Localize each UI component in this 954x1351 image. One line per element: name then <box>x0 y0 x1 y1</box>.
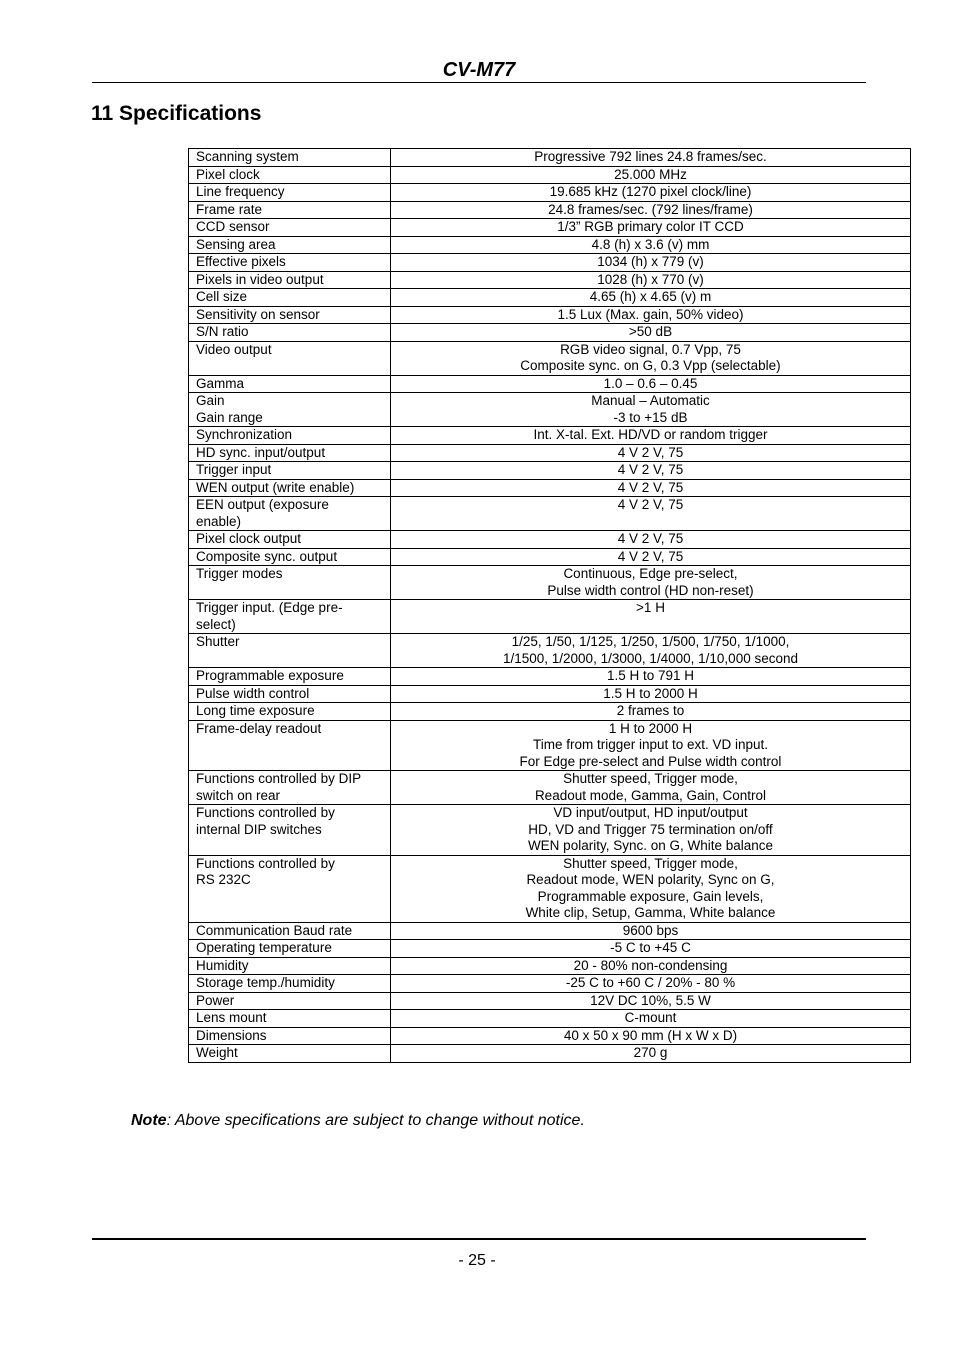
spec-row <box>189 444 911 462</box>
page-header <box>92 54 866 83</box>
spec-row <box>189 427 911 445</box>
spec-value: 19.685 kHz (1270 pixel clock/line) <box>391 184 911 202</box>
spec-parameter: Functions controlled by internal DIP switches <box>189 805 391 856</box>
spec-row <box>189 375 911 393</box>
spec-value: 4 V 2 V, 75 <box>391 497 911 531</box>
section-title: 11 Specifications <box>91 102 262 125</box>
spec-value: 4.8 (h) x 3.6 (v) mm <box>391 236 911 254</box>
spec-value: >50 dB <box>391 324 911 342</box>
spec-value: 1/25, 1/50, 1/125, 1/250, 1/500, 1/750, 1/1000, 1/1500, 1/2000, 1/3000, 1/4000, 1/10,000 second <box>391 634 911 668</box>
spec-row <box>189 1027 911 1045</box>
spec-parameter: Weight <box>189 1045 391 1063</box>
spec-parameter: Pixel clock output <box>189 531 391 549</box>
note-text: : Above specifications are subject to change without notice. <box>166 1112 585 1129</box>
spec-parameter: Storage temp./humidity <box>189 975 391 993</box>
spec-row <box>189 219 911 237</box>
spec-parameter: HD sync. input/output <box>189 444 391 462</box>
spec-row <box>189 771 911 805</box>
spec-row <box>189 254 911 272</box>
spec-value: 4 V 2 V, 75 <box>391 444 911 462</box>
spec-parameter: Functions controlled by DIP switch on rear <box>189 771 391 805</box>
spec-row <box>189 324 911 342</box>
spec-value: 4 V 2 V, 75 <box>391 462 911 480</box>
spec-row <box>189 289 911 307</box>
spec-parameter: Sensitivity on sensor <box>189 306 391 324</box>
spec-parameter: Effective pixels <box>189 254 391 272</box>
spec-value: Progressive 792 lines 24.8 frames/sec. <box>391 149 911 167</box>
spec-value: C-mount <box>391 1010 911 1028</box>
spec-parameter: Lens mount <box>189 1010 391 1028</box>
spec-value: 1.0 – 0.6 – 0.45 <box>391 375 911 393</box>
spec-parameter: WEN output (write enable) <box>189 479 391 497</box>
spec-value: -5 C to +45 C <box>391 940 911 958</box>
spec-row <box>189 855 911 922</box>
spec-value: 270 g <box>391 1045 911 1063</box>
spec-parameter: EEN output (exposure enable) <box>189 497 391 531</box>
spec-row <box>189 720 911 771</box>
spec-row <box>189 1010 911 1028</box>
spec-value: 25.000 MHz <box>391 166 911 184</box>
spec-row <box>189 1045 911 1063</box>
spec-row <box>189 703 911 721</box>
spec-parameter: Synchronization <box>189 427 391 445</box>
spec-row <box>189 566 911 600</box>
spec-parameter: Functions controlled by RS 232C <box>189 855 391 922</box>
spec-value: Int. X-tal. Ext. HD/VD or random trigger <box>391 427 911 445</box>
spec-parameter: Trigger input. (Edge pre- select) <box>189 600 391 634</box>
spec-row <box>189 975 911 993</box>
spec-parameter: Cell size <box>189 289 391 307</box>
spec-value: 2 frames to <box>391 703 911 721</box>
spec-row <box>189 497 911 531</box>
spec-row <box>189 462 911 480</box>
spec-value: 1 H to 2000 H Time from trigger input to ext. VD input. For Edge pre-select and Pulse width control <box>391 720 911 771</box>
specifications-table-body <box>189 149 911 1063</box>
spec-parameter: Gain Gain range <box>189 393 391 427</box>
spec-value: VD input/output, HD input/output HD, VD and Trigger 75 termination on/off WEN polarity, Sync. on G, White balance <box>391 805 911 856</box>
spec-row <box>189 957 911 975</box>
spec-parameter: Pulse width control <box>189 685 391 703</box>
note-label: Note <box>131 1112 167 1129</box>
spec-value: RGB video signal, 0.7 Vpp, 75 Composite sync. on G, 0.3 Vpp (selectable) <box>391 341 911 375</box>
spec-row <box>189 306 911 324</box>
spec-row <box>189 531 911 549</box>
spec-row <box>189 600 911 634</box>
spec-row <box>189 992 911 1010</box>
spec-value: Shutter speed, Trigger mode, Readout mode, WEN polarity, Sync on G, Programmable exposure, Gain levels, White clip, Setup, Gamma, White balance <box>391 855 911 922</box>
spec-row <box>189 940 911 958</box>
spec-parameter: Composite sync. output <box>189 548 391 566</box>
spec-value: 1/3” RGB primary color IT CCD <box>391 219 911 237</box>
spec-parameter: Trigger input <box>189 462 391 480</box>
spec-row <box>189 149 911 167</box>
spec-parameter: Shutter <box>189 634 391 668</box>
spec-value: 1034 (h) x 779 (v) <box>391 254 911 272</box>
spec-parameter: Frame rate <box>189 201 391 219</box>
spec-parameter: Sensing area <box>189 236 391 254</box>
spec-row <box>189 184 911 202</box>
spec-parameter: Pixels in video output <box>189 271 391 289</box>
spec-parameter: Dimensions <box>189 1027 391 1045</box>
spec-row <box>189 548 911 566</box>
model-name: CV-M77 <box>442 59 516 81</box>
spec-row <box>189 341 911 375</box>
spec-row <box>189 201 911 219</box>
spec-parameter: Operating temperature <box>189 940 391 958</box>
spec-parameter: CCD sensor <box>189 219 391 237</box>
spec-value: Continuous, Edge pre-select, Pulse width control (HD non-reset) <box>391 566 911 600</box>
spec-parameter: Frame-delay readout <box>189 720 391 771</box>
footer-rule <box>92 1238 866 1240</box>
spec-row <box>189 271 911 289</box>
spec-value: 40 x 50 x 90 mm (H x W x D) <box>391 1027 911 1045</box>
spec-value: 24.8 frames/sec. (792 lines/frame) <box>391 201 911 219</box>
spec-parameter: Humidity <box>189 957 391 975</box>
spec-value: Shutter speed, Trigger mode, Readout mode, Gamma, Gain, Control <box>391 771 911 805</box>
spec-row <box>189 805 911 856</box>
spec-row <box>189 236 911 254</box>
spec-value: -25 C to +60 C / 20% - 80 % <box>391 975 911 993</box>
spec-row <box>189 479 911 497</box>
spec-value: 20 - 80% non-condensing <box>391 957 911 975</box>
spec-value: 4 V 2 V, 75 <box>391 479 911 497</box>
spec-row <box>189 668 911 686</box>
spec-parameter: Scanning system <box>189 149 391 167</box>
spec-value: 1.5 H to 791 H <box>391 668 911 686</box>
spec-parameter: Trigger modes <box>189 566 391 600</box>
spec-parameter: Communication Baud rate <box>189 922 391 940</box>
spec-parameter: Line frequency <box>189 184 391 202</box>
spec-value: 4 V 2 V, 75 <box>391 548 911 566</box>
spec-value: 1028 (h) x 770 (v) <box>391 271 911 289</box>
spec-parameter: Gamma <box>189 375 391 393</box>
spec-value: 1.5 Lux (Max. gain, 50% video) <box>391 306 911 324</box>
spec-value: 12V DC 10%, 5.5 W <box>391 992 911 1010</box>
spec-parameter: Long time exposure <box>189 703 391 721</box>
specifications-table <box>188 148 911 1063</box>
spec-row <box>189 393 911 427</box>
note <box>131 1112 585 1130</box>
spec-row <box>189 685 911 703</box>
spec-value: 4.65 (h) x 4.65 (v) m <box>391 289 911 307</box>
spec-parameter: Pixel clock <box>189 166 391 184</box>
spec-value: 9600 bps <box>391 922 911 940</box>
spec-value: 1.5 H to 2000 H <box>391 685 911 703</box>
spec-parameter: Power <box>189 992 391 1010</box>
spec-parameter: Video output <box>189 341 391 375</box>
spec-row <box>189 922 911 940</box>
spec-parameter: S/N ratio <box>189 324 391 342</box>
spec-row <box>189 634 911 668</box>
spec-parameter: Programmable exposure <box>189 668 391 686</box>
spec-value: >1 H <box>391 600 911 634</box>
page-number: - 25 - <box>458 1252 496 1269</box>
spec-row <box>189 166 911 184</box>
spec-value: 4 V 2 V, 75 <box>391 531 911 549</box>
spec-value: Manual – Automatic -3 to +15 dB <box>391 393 911 427</box>
